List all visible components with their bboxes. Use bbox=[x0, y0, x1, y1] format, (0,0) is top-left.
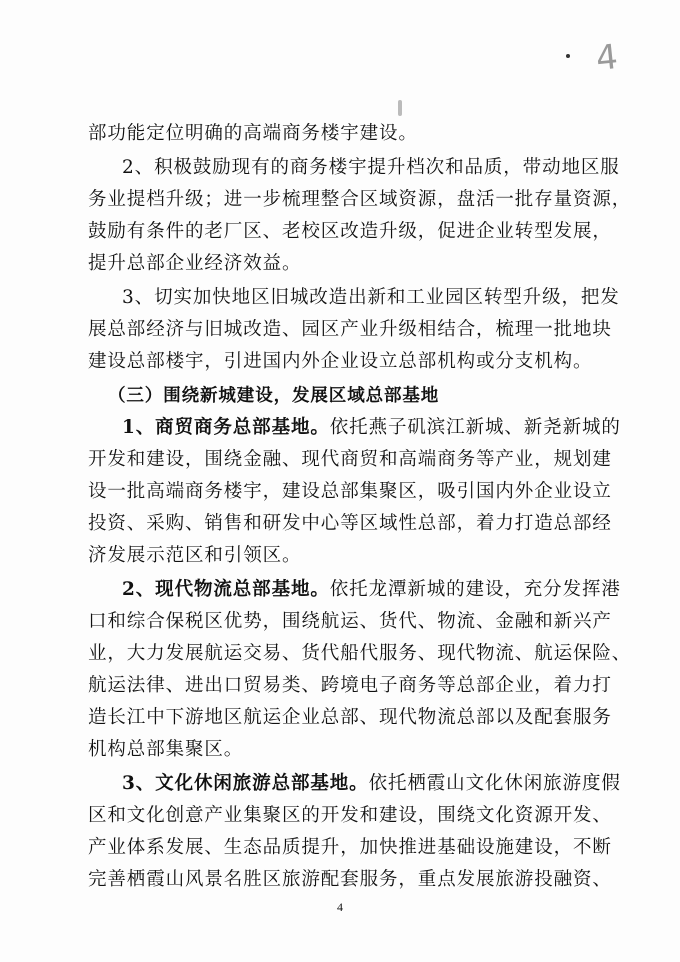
bold-lead: 3、文化休闲旅游总部基地。 bbox=[122, 773, 369, 794]
text-line: 开发和建设，围绕金融、现代商贸和高端商务等产业，规划建 bbox=[88, 449, 612, 470]
text-line: 3、切实加快地区旧城改造出新和工业园区转型升级，把发 bbox=[122, 287, 620, 308]
text-line: 2、现代物流总部基地。依托龙潭新城的建设，充分发挥港 bbox=[122, 579, 621, 600]
text-line: 1、商贸商务总部基地。依托燕子矶滨江新城、新尧新城的 bbox=[122, 417, 621, 438]
text-line: 业，大力发展航运交易、货代船代服务、现代物流、航运保险、 bbox=[88, 643, 632, 664]
bold-lead: 2、现代物流总部基地。 bbox=[122, 579, 330, 600]
scan-smudge bbox=[398, 100, 402, 116]
text-line: 务业提档升级；进一步梳理整合区域资源，盘活一批存量资源， bbox=[88, 189, 632, 210]
text-line: 济发展示范区和引领区。 bbox=[88, 545, 302, 566]
handwritten-page-mark: 4 bbox=[593, 36, 620, 80]
text-line: 建设总部楼宇，引进国内外企业设立总部机构或分支机构。 bbox=[88, 351, 593, 372]
text-line: 完善栖霞山风景名胜区旅游配套服务，重点发展旅游投融资、 bbox=[88, 869, 612, 890]
text-line: 区和文化创意产业集聚区的开发和建设，围绕文化资源开发、 bbox=[88, 805, 612, 826]
text-line: 投资、采购、销售和研发中心等区域性总部，着力打造总部经 bbox=[88, 513, 612, 534]
text-line: 产业体系发展、生态品质提升，加快推进基础设施建设，不断 bbox=[88, 837, 612, 858]
text-line: 口和综合保税区优势，围绕航运、货代、物流、金融和新兴产 bbox=[88, 611, 612, 632]
text-line: 设一批高端商务楼宇，建设总部集聚区，吸引国内外企业设立 bbox=[88, 481, 612, 502]
ink-dot bbox=[566, 54, 570, 58]
text-line: 部功能定位明确的高端商务楼宇建设。 bbox=[88, 123, 418, 144]
bold-lead: 1、商贸商务总部基地。 bbox=[122, 417, 330, 438]
section-heading: （三）围绕新城建设，发展区域总部基地 bbox=[108, 386, 440, 406]
text-line: 2、积极鼓励现有的商务楼宇提升档次和品质，带动地区服 bbox=[122, 157, 620, 178]
text-line: 航运法律、进出口贸易类、跨境电子商务等总部企业，着力打 bbox=[88, 675, 612, 696]
text-line: 3、文化休闲旅游总部基地。依托栖霞山文化休闲旅游度假 bbox=[122, 773, 621, 794]
text-line: 鼓励有条件的老厂区、老校区改造升级，促进企业转型发展， bbox=[88, 221, 612, 242]
page-number: 4 bbox=[337, 900, 343, 914]
text-line: 展总部经济与旧城改造、园区产业升级相结合，梳理一批地块 bbox=[88, 319, 612, 340]
text-line: 造长江中下游地区航运企业总部、现代物流总部以及配套服务 bbox=[88, 707, 612, 728]
text-line: 提升总部企业经济效益。 bbox=[88, 253, 302, 274]
text-line: 机构总部集聚区。 bbox=[88, 739, 244, 760]
